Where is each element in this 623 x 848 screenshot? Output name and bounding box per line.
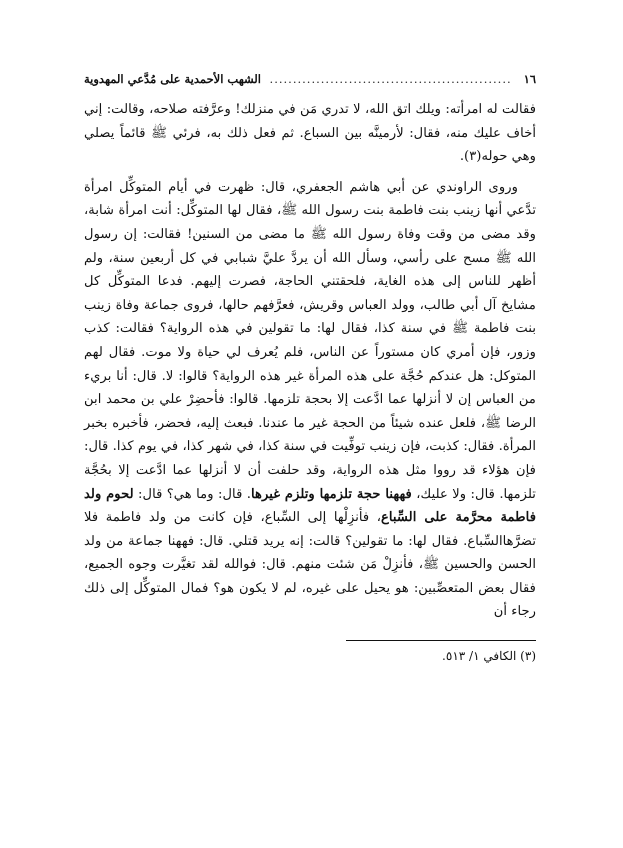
p2-text-3: ، فأنزِلْها إلى السِّباع، فإن كانت من ولد فاطمة فلا تضرَّهاالسِّباع. فقال لها: ما تقولين؟ قالت: إنه يريد قتلي. قال: فههنا جماعة من ولد الحسن والحسين ﷺ، فأنزِلْ مَن شئت منهم. قال: فوالله لقد تغيَّرت وجوه الجميع، فقال بعض المتعصِّبين: هو يحيل على غيره، لم لا يكون هو؟ فمال المتوكِّل إلى ذلك رجاء أن <box>84 510 536 620</box>
p1-text-3: . <box>459 149 465 165</box>
paragraph-1 <box>84 98 536 169</box>
book-title: الشهب الأحمدية على مُدَّعي المهدوية <box>84 72 261 86</box>
footnote: (٣) الكافي ١/ ٥١٣. <box>442 649 536 664</box>
page-number: ١٦ <box>523 72 536 86</box>
p2-text-2: . قال: وما هي؟ قال: <box>133 486 251 502</box>
header-leader-dots: .................................................... <box>269 72 512 86</box>
p2-text-1: وروى الراوندي عن أبي هاشم الجعفري، قال: ظهرت في أيام المتوكِّل امرأة تدَّعي أنها زينب بنت فاطمة بنت رسول الله ﷺ، فقال لها المتوكِّل: أنت امرأة شابة، وقد مضى من وقت وفاة رسول الله ﷺ ما مضى من السنين! فقالت: إن رسول الله ﷺ مسح على رأسي، وسأل الله أن يردَّ عليَّ شبابي في كل أربعين سنة، ولم أظهر للناس إلى هذه الغاية، فلحقتني الحاجة، فصرت إليهم. فدعا المتوكِّل كل مشايخ آل أبي طالب، وولد العباس وقريش، فعرَّفهم حالها، فروى جماعة وفاة زينب بنت فاطمة ﷺ في سنة كذا، فقال لها: ما تقولين في هذه الرواية؟ فقالت: كذب وزور، فإن أمري كان مستوراً عن الناس، فلم يُعرف لي حياة ولا موت. فقال لهم المتوكل: هل عندكم حُجَّة على هذه المرأة غير هذه الرواية؟ قالوا: لا. قال: أنا بريء من العباس إن لا أنزلها عما ادَّعت إلا بحجة تلزمها. قالوا: فأحضِرْ علي بن محمد ابن الرضا ﷺ، فلعل عنده شيئاً من الحجة غير ما عندنا. فبعث إليه، فحضر، فأخبره بخبر المرأة. فقال: كذبت، فإن زينب توفِّيت في سنة كذا، في شهر كذا، في يوم كذا. قال: فإن هؤلاء قد رووا مثل هذه الرواية، وقد حلفت أن لا أنزلها عما ادَّعت إلا بحُجَّة تلزمها. قال: ولا عليك، <box>84 179 536 502</box>
footnote-marker: (٣) <box>464 149 482 165</box>
footnote-separator <box>346 640 536 641</box>
p1-salutation: ﷺ <box>151 125 168 141</box>
running-header <box>84 70 536 88</box>
p1-text-1: فقالت له امرأته: ويلك اتق الله، لا تدري مَن في منزلك! وعرَّفته صلاحه، وقالت: إني أخاف عليك منه، فقال: لأرمينَّه بين السباع. ثم فعل ذلك به، فرئي <box>84 102 537 141</box>
p2-bold-1: فههنا حجة تلزمها وتلزم غيرها <box>250 486 412 502</box>
p1-text-2: قائماً يصلي وهي حوله <box>84 125 536 165</box>
body-text <box>84 98 536 624</box>
paragraph-2 <box>84 176 536 624</box>
p2-bold-2: لحوم ولد فاطمة محرَّمة على السِّباع <box>84 486 536 526</box>
book-page <box>84 70 536 665</box>
